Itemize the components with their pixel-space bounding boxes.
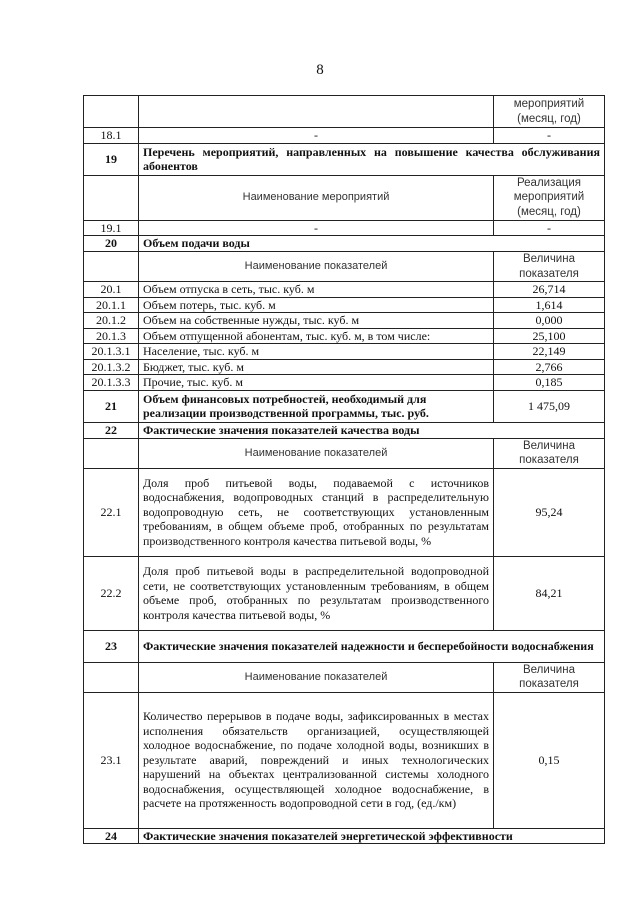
row-value: 0,15	[494, 692, 605, 828]
header-name: Наименование показателей	[139, 662, 494, 692]
row-value: 1,614	[494, 297, 605, 313]
table-row	[84, 328, 605, 344]
row-value: 25,100	[494, 328, 605, 344]
table-row	[84, 375, 605, 391]
header-row	[84, 438, 605, 468]
header-empty-cell	[84, 438, 139, 468]
header-row	[84, 175, 605, 220]
section-number: 20	[84, 236, 139, 252]
header-row	[84, 252, 605, 282]
row-text: Объем потерь, тыс. куб. м	[139, 297, 494, 313]
row-number: 20.1.3.3	[84, 375, 139, 391]
row-number	[84, 96, 139, 128]
header-value: Величина показателя	[494, 438, 605, 468]
row-text: Население, тыс. куб. м	[139, 344, 494, 360]
row-number: 23.1	[84, 692, 139, 828]
header-empty-cell	[84, 175, 139, 220]
row-number: 20.1	[84, 282, 139, 298]
row-text: -	[139, 220, 494, 236]
header-empty-cell	[84, 662, 139, 692]
section-row	[84, 390, 605, 422]
row-text: Бюджет, тыс. куб. м	[139, 359, 494, 375]
section-row	[84, 422, 605, 438]
row-text: Объем отпущенной абонентам, тыс. куб. м, в том числе:	[139, 328, 494, 344]
header-name: Наименование мероприятий	[139, 175, 494, 220]
row-text: Доля проб питьевой воды в распределительной водопроводной сети, не соответствующих установленным требованиям, в общем объеме проб, отобранных по результатам производственного контроля качества питьевой воды, %	[139, 556, 494, 630]
table-row	[84, 313, 605, 329]
table-row	[84, 344, 605, 360]
row-number: 19.1	[84, 220, 139, 236]
row-number: 20.1.1	[84, 297, 139, 313]
section-title: Объем подачи воды	[139, 236, 605, 252]
row-text: Прочие, тыс. куб. м	[139, 375, 494, 391]
table-row	[84, 282, 605, 298]
row-number: 20.1.3	[84, 328, 139, 344]
row-value: 22,149	[494, 344, 605, 360]
section-title: Перечень мероприятий, направленных на повышение качества обслуживания абонентов	[139, 143, 605, 175]
row-number: 20.1.3.2	[84, 359, 139, 375]
row-value: 26,714	[494, 282, 605, 298]
header-name: Наименование показателей	[139, 438, 494, 468]
row-text: Объем отпуска в сеть, тыс. куб. м	[139, 282, 494, 298]
row-number: 18.1	[84, 128, 139, 144]
page-number: 8	[316, 62, 324, 78]
table-row	[84, 128, 605, 144]
row-text: Количество перерывов в подаче воды, зафиксированных в местах исполнения обязательств организацией, осуществляющей холодное водоснабжение, по подаче холодной воды, возникших в результате аварий, повреждений и иных технологических нарушений на объектах централизованной системы холодного водоснабжения, осуществляющей холодное водоснабжение, в расчете на протяженность водопроводной сети в год, (ед./км)	[139, 692, 494, 828]
row-text: -	[139, 128, 494, 144]
row-number: 20.1.2	[84, 313, 139, 329]
row-number: 22.2	[84, 556, 139, 630]
section-row	[84, 143, 605, 175]
section-title: Фактические значения показателей энергетической эффективности	[139, 828, 605, 844]
row-text	[139, 96, 494, 128]
section-title: Фактические значения показателей качества воды	[139, 422, 605, 438]
header-name: Наименование показателей	[139, 252, 494, 282]
table-row	[84, 359, 605, 375]
section-row	[84, 236, 605, 252]
table-row	[84, 220, 605, 236]
header-value: Величина показателя	[494, 252, 605, 282]
row-number: 22.1	[84, 468, 139, 556]
section-number: 21	[84, 390, 139, 422]
section-title: Фактические значения показателей надежности и бесперебойности водоснабжения	[139, 630, 605, 662]
table-row	[84, 556, 605, 630]
table-row	[84, 692, 605, 828]
row-number: 20.1.3.1	[84, 344, 139, 360]
row-value: -	[494, 220, 605, 236]
production-program-table	[83, 95, 605, 844]
row-text: Объем на собственные нужды, тыс. куб. м	[139, 313, 494, 329]
section-number: 19	[84, 143, 139, 175]
section-number: 23	[84, 630, 139, 662]
section-number: 22	[84, 422, 139, 438]
section-title: Объем финансовых потребностей, необходимый для реализации производственной программы, тыс. руб.	[139, 390, 494, 422]
table-row	[84, 468, 605, 556]
row-value: 84,21	[494, 556, 605, 630]
table-row	[84, 297, 605, 313]
header-empty-cell	[84, 252, 139, 282]
section-value: 1 475,09	[494, 390, 605, 422]
header-value: Величина показателя	[494, 662, 605, 692]
header-row	[84, 662, 605, 692]
header-value: Реализация мероприятий (месяц, год)	[494, 175, 605, 220]
row-value: 0,000	[494, 313, 605, 329]
row-value: мероприятий (месяц, год)	[494, 96, 605, 128]
row-text: Доля проб питьевой воды, подаваемой с источников водоснабжения, водопроводных станций в распределительную водопроводную сеть, не соответствующих установленным требованиям, в общем объеме проб, отобранных по результатам производственного контроля качества питьевой воды, %	[139, 468, 494, 556]
row-value: 2,766	[494, 359, 605, 375]
row-value: -	[494, 128, 605, 144]
section-row	[84, 828, 605, 844]
row-value: 95,24	[494, 468, 605, 556]
table-row	[84, 96, 605, 128]
section-row	[84, 630, 605, 662]
row-value: 0,185	[494, 375, 605, 391]
section-number: 24	[84, 828, 139, 844]
